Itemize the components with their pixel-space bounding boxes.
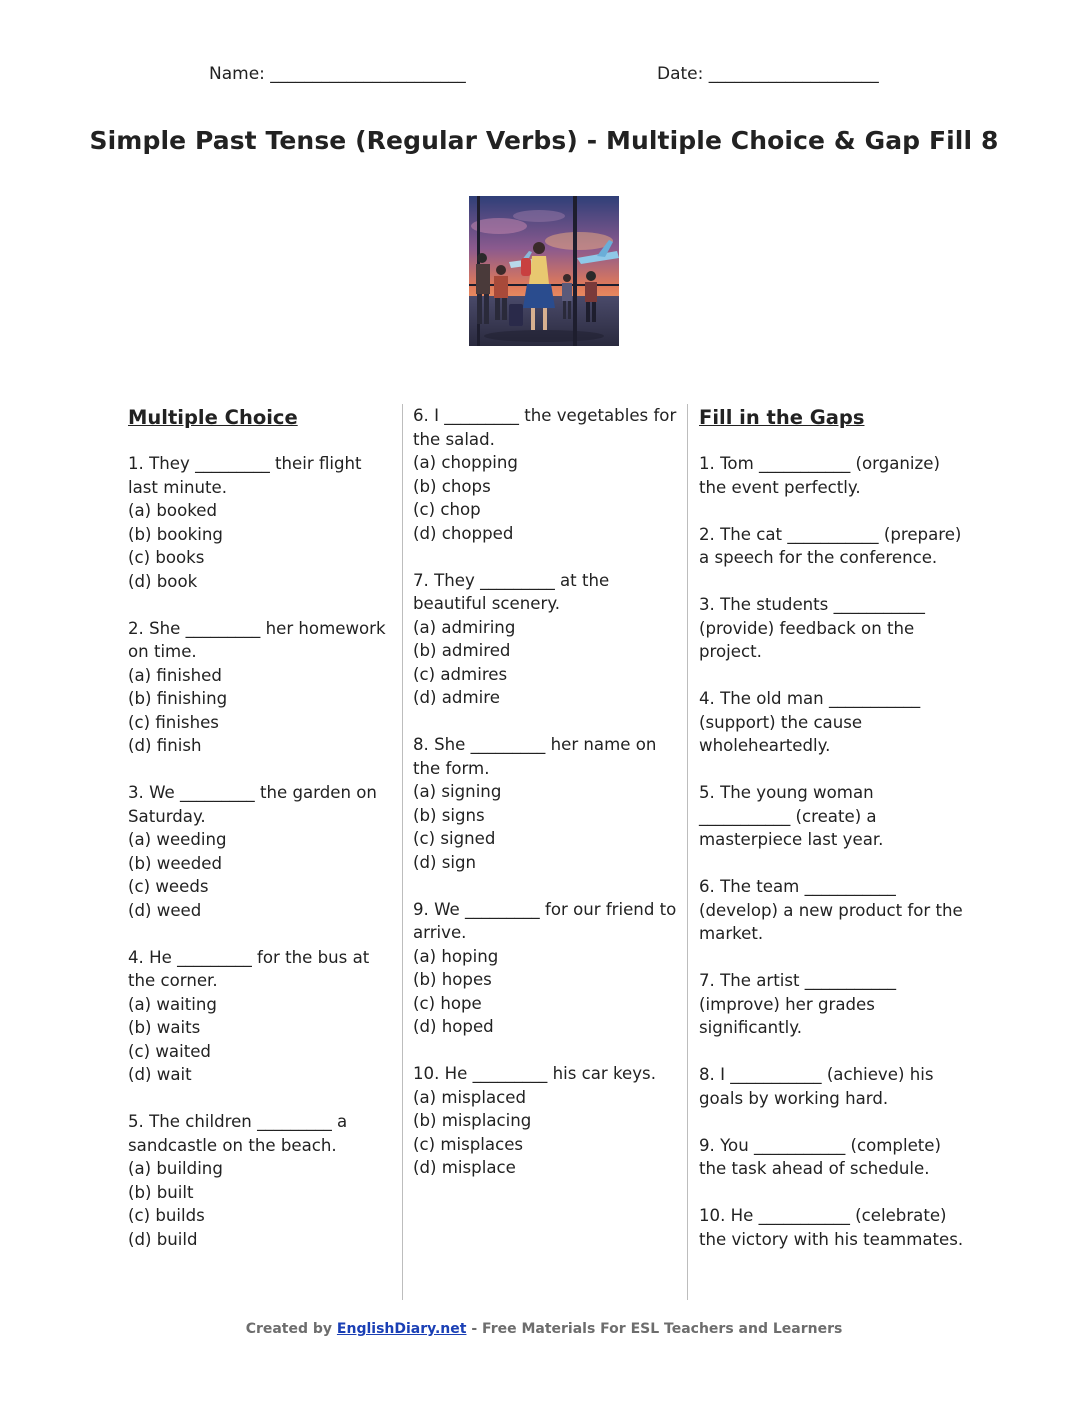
mc-question	[413, 569, 678, 710]
question-text: 10. He _________ his car keys.	[413, 1064, 656, 1083]
option: (c) books	[128, 548, 205, 567]
question-text: 2. She _________ her homework on time.	[128, 618, 386, 661]
option: (d) hoped	[413, 1017, 494, 1036]
option: (a) finished	[128, 665, 222, 685]
option: (c) misplaces	[413, 1134, 524, 1154]
question-text: 4. He _________ for the bus at the corner.	[128, 947, 370, 990]
mc-question	[128, 781, 390, 922]
option: (b) signs	[413, 805, 485, 825]
gap-fill-item: 6. The team ___________ (develop) a new product for the market.	[699, 877, 963, 943]
gap-fill-item: 10. He ___________ (celebrate) the victory with his teammates.	[699, 1206, 964, 1249]
question-text: 8. She _________ her name on the form.	[413, 735, 657, 778]
gap-fill-item: 9. You ___________ (complete) the task ahead of schedule.	[699, 1135, 941, 1178]
gap-fill-item: 5. The young woman ___________ (create) a masterpiece last year.	[699, 783, 884, 849]
question-text: 3. We _________ the garden on Saturday.	[128, 783, 377, 826]
worksheet-title: Simple Past Tense (Regular Verbs) - Multiple Choice & Gap Fill 8	[89, 126, 999, 155]
option: (b) built	[128, 1182, 194, 1202]
multiple-choice-column-2	[413, 404, 678, 1203]
gap-fill-item: 3. The students ___________ (provide) feedback on the project.	[699, 595, 925, 661]
option: (b) admired	[413, 641, 511, 660]
option: (b) weeded	[128, 853, 223, 873]
option: (a) chopping	[413, 453, 518, 472]
option: (d) wait	[128, 1065, 192, 1084]
option: (c) finishes	[128, 712, 219, 732]
option: (a) admiring	[413, 617, 516, 637]
gap-fill-item: 8. I ___________ (achieve) his goals by working hard.	[699, 1065, 934, 1108]
name-field-label: Name: _______________________	[209, 64, 466, 84]
option: (a) signing	[413, 782, 502, 801]
option: (d) weed	[128, 900, 202, 920]
option: (c) weeds	[128, 877, 209, 896]
footer-credit	[0, 1321, 1088, 1337]
option: (a) building	[128, 1159, 223, 1178]
option: (b) misplacing	[413, 1111, 532, 1130]
option: (c) hope	[413, 993, 482, 1013]
option: (d) sign	[413, 852, 477, 872]
mc-question	[128, 452, 390, 593]
gap-fill-item: 7. The artist ___________ (improve) her grades significantly.	[699, 971, 897, 1037]
column-divider	[687, 404, 688, 1300]
option: (b) waits	[128, 1018, 201, 1037]
question-text: 1. They _________ their flight last minute.	[128, 454, 362, 497]
option: (a) waiting	[128, 994, 217, 1014]
option: (a) booked	[128, 501, 217, 520]
gap-fill-heading: Fill in the Gaps	[699, 406, 865, 429]
mc-question	[128, 617, 390, 758]
mc-question	[128, 1110, 390, 1251]
date-field-label: Date: ____________________	[657, 64, 879, 84]
mc-question	[413, 898, 678, 1039]
option: (c) chop	[413, 500, 481, 519]
multiple-choice-column-1	[128, 404, 390, 1275]
gap-fill-item: 4. The old man ___________ (support) the cause wholeheartedly.	[699, 689, 921, 755]
airport-travelers-illustration	[469, 196, 619, 346]
question-text: 9. We _________ for our friend to arrive.	[413, 899, 677, 942]
option: (a) weeding	[128, 830, 227, 849]
footer-suffix: - Free Materials For ESL Teachers and Learners	[466, 1321, 843, 1337]
mc-question	[128, 946, 390, 1087]
option: (c) builds	[128, 1206, 205, 1225]
multiple-choice-heading: Multiple Choice	[128, 406, 298, 429]
question-text: 5. The children _________ a sandcastle on the beach.	[128, 1112, 348, 1155]
footer-prefix: Created by	[245, 1321, 337, 1337]
option: (d) admire	[413, 688, 500, 707]
option: (d) misplace	[413, 1158, 516, 1177]
option: (c) waited	[128, 1041, 211, 1061]
option: (b) chops	[413, 476, 491, 496]
column-divider	[402, 404, 403, 1300]
option: (d) build	[128, 1229, 198, 1249]
englishdiary-link[interactable]: EnglishDiary.net	[336, 1321, 467, 1337]
option: (c) admires	[413, 664, 508, 684]
option: (d) finish	[128, 736, 202, 755]
mc-question	[413, 404, 678, 545]
option: (c) signed	[413, 829, 496, 848]
gap-fill-column	[699, 404, 964, 1275]
gap-fill-item: 2. The cat ___________ (prepare) a speech for the conference.	[699, 524, 962, 567]
mc-question	[413, 733, 678, 874]
option: (d) chopped	[413, 523, 514, 543]
option: (d) book	[128, 571, 198, 591]
mc-question	[413, 1062, 678, 1180]
option: (a) hoping	[413, 946, 499, 966]
option: (a) misplaced	[413, 1087, 526, 1107]
option: (b) hopes	[413, 970, 492, 989]
question-text: 7. They _________ at the beautiful scenery.	[413, 570, 610, 613]
gap-fill-item: 1. Tom ___________ (organize) the event perfectly.	[699, 454, 940, 497]
option: (b) booking	[128, 524, 223, 544]
option: (b) finishing	[128, 689, 228, 708]
question-text: 6. I _________ the vegetables for the salad.	[413, 406, 677, 449]
